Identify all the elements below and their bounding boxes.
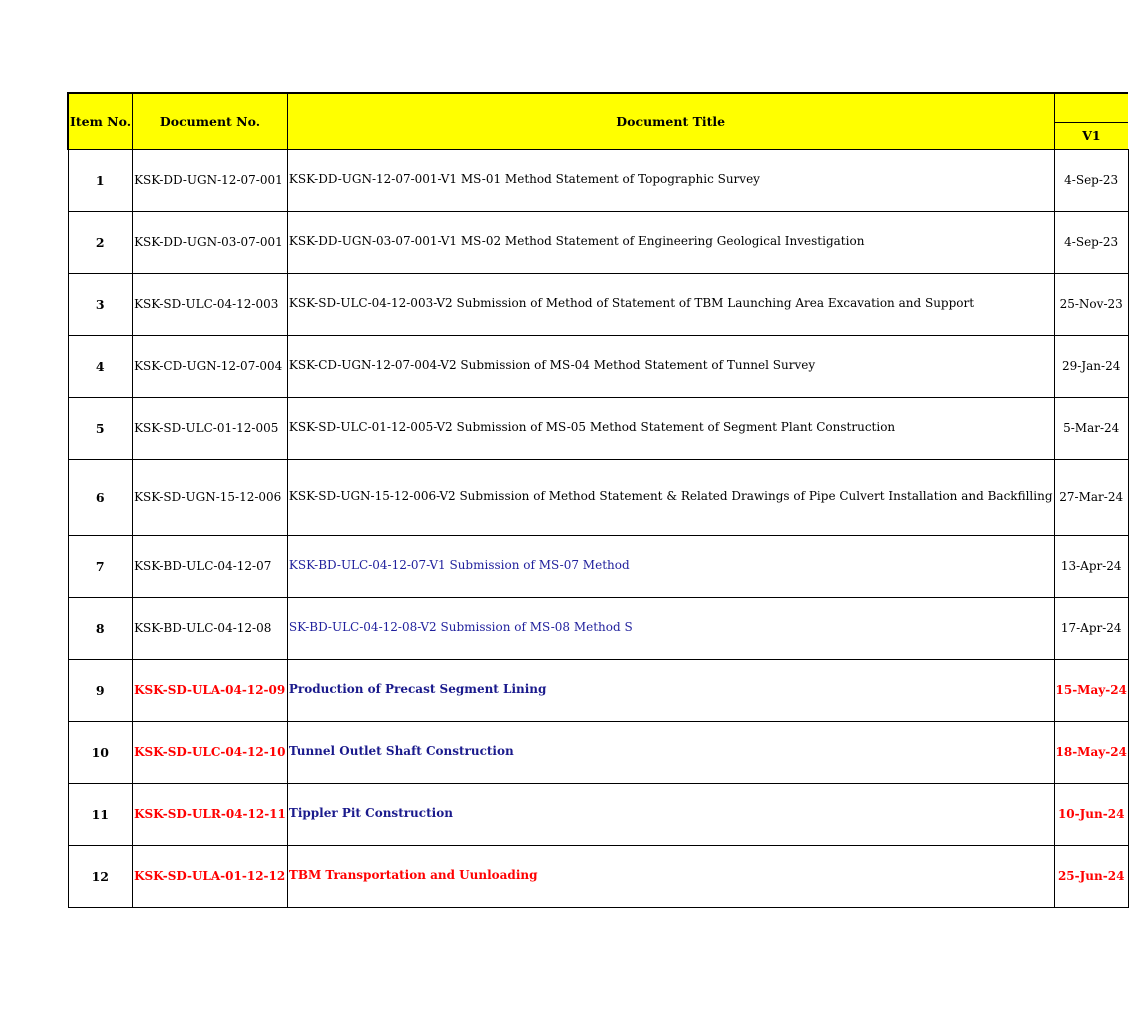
document-title-cell[interactable]: KSK-SD-UGN-15-12-006-V2 Submission of Method Statement & Related Drawings of Pipe Culvert Installation and Backfilling bbox=[287, 459, 1054, 535]
item-no-cell[interactable]: 1 bbox=[68, 149, 133, 211]
item-no-cell[interactable]: 7 bbox=[68, 535, 133, 597]
header-document-no[interactable]: Document No. bbox=[133, 93, 288, 149]
date-cell[interactable]: 13-Apr-24 bbox=[1054, 535, 1128, 597]
item-no-cell[interactable]: 6 bbox=[68, 459, 133, 535]
date-cell[interactable]: 4-Sep-23 bbox=[1054, 149, 1128, 211]
table-row bbox=[68, 659, 1128, 721]
table-row bbox=[68, 273, 1128, 335]
document-title-cell[interactable]: TBM Transportation and Uunloading bbox=[287, 845, 1054, 907]
date-cell[interactable]: 10-Jun-24 bbox=[1054, 783, 1128, 845]
date-cell[interactable]: 27-Mar-24 bbox=[1054, 459, 1128, 535]
date-cell[interactable]: 5-Mar-24 bbox=[1054, 397, 1128, 459]
document-title-cell[interactable]: Tippler Pit Construction bbox=[287, 783, 1054, 845]
table-row bbox=[68, 845, 1128, 907]
document-title-cell[interactable]: KSK-DD-UGN-03-07-001-V1 MS-02 Method Statement of Engineering Geological Investigation bbox=[287, 211, 1054, 273]
document-title-cell[interactable]: KSK-SD-ULC-04-12-003-V2 Submission of Method of Statement of TBM Launching Area Excavation and Support bbox=[287, 273, 1054, 335]
table-row bbox=[68, 335, 1128, 397]
document-register-table bbox=[67, 92, 1129, 908]
document-no-cell[interactable]: KSK-SD-ULC-04-12-003 bbox=[133, 273, 288, 335]
document-title-cell[interactable]: Production of Precast Segment Lining bbox=[287, 659, 1054, 721]
document-title-cell[interactable]: KSK-CD-UGN-12-07-004-V2 Submission of MS-04 Method Statement of Tunnel Survey bbox=[287, 335, 1054, 397]
table-row bbox=[68, 459, 1128, 535]
date-cell[interactable]: 25-Jun-24 bbox=[1054, 845, 1128, 907]
table-row bbox=[68, 783, 1128, 845]
item-no-cell[interactable]: 9 bbox=[68, 659, 133, 721]
item-no-cell[interactable]: 4 bbox=[68, 335, 133, 397]
document-no-cell[interactable]: KSK-BD-ULC-04-12-08 bbox=[133, 597, 288, 659]
document-no-cell[interactable]: KSK-BD-ULC-04-12-07 bbox=[133, 535, 288, 597]
table-header bbox=[68, 93, 1128, 149]
item-no-cell[interactable]: 8 bbox=[68, 597, 133, 659]
table-body bbox=[68, 149, 1128, 907]
document-no-cell[interactable]: KSK-SD-UGN-15-12-006 bbox=[133, 459, 288, 535]
date-cell[interactable]: 4-Sep-23 bbox=[1054, 211, 1128, 273]
document-title-cell[interactable]: SK-BD-ULC-04-12-08-V2 Submission of MS-08 Method S bbox=[287, 597, 1054, 659]
item-no-cell[interactable]: 10 bbox=[68, 721, 133, 783]
table-row bbox=[68, 149, 1128, 211]
document-title-cell[interactable]: KSK-BD-ULC-04-12-07-V1 Submission of MS-07 Method bbox=[287, 535, 1054, 597]
table-row bbox=[68, 721, 1128, 783]
document-no-cell[interactable]: KSK-SD-ULR-04-12-11 bbox=[133, 783, 288, 845]
header-version-v1[interactable]: V1 bbox=[1054, 122, 1128, 149]
item-no-cell[interactable]: 5 bbox=[68, 397, 133, 459]
item-no-cell[interactable]: 12 bbox=[68, 845, 133, 907]
document-no-cell[interactable]: KSK-SD-ULC-01-12-005 bbox=[133, 397, 288, 459]
date-cell[interactable]: 17-Apr-24 bbox=[1054, 597, 1128, 659]
document-title-cell[interactable]: KSK-DD-UGN-12-07-001-V1 MS-01 Method Statement of Topographic Survey bbox=[287, 149, 1054, 211]
table-row bbox=[68, 535, 1128, 597]
date-cell[interactable]: 18-May-24 bbox=[1054, 721, 1128, 783]
document-no-cell[interactable]: KSK-SD-ULC-04-12-10 bbox=[133, 721, 288, 783]
document-no-cell[interactable]: KSK-DD-UGN-12-07-001 bbox=[133, 149, 288, 211]
table-row bbox=[68, 211, 1128, 273]
header-item-no[interactable]: Item No. bbox=[68, 93, 133, 149]
table-row bbox=[68, 597, 1128, 659]
document-no-cell[interactable]: KSK-DD-UGN-03-07-001 bbox=[133, 211, 288, 273]
document-title-cell[interactable]: KSK-SD-ULC-01-12-005-V2 Submission of MS-05 Method Statement of Segment Plant Construction bbox=[287, 397, 1054, 459]
item-no-cell[interactable]: 3 bbox=[68, 273, 133, 335]
date-cell[interactable]: 15-May-24 bbox=[1054, 659, 1128, 721]
document-no-cell[interactable]: KSK-SD-ULA-04-12-09 bbox=[133, 659, 288, 721]
date-cell[interactable]: 29-Jan-24 bbox=[1054, 335, 1128, 397]
document-title-cell[interactable]: Tunnel Outlet Shaft Construction bbox=[287, 721, 1054, 783]
item-no-cell[interactable]: 11 bbox=[68, 783, 133, 845]
document-no-cell[interactable]: KSK-CD-UGN-12-07-004 bbox=[133, 335, 288, 397]
header-document-title[interactable]: Document Title bbox=[287, 93, 1054, 149]
item-no-cell[interactable]: 2 bbox=[68, 211, 133, 273]
header-version-group[interactable] bbox=[1054, 93, 1128, 122]
table-row bbox=[68, 397, 1128, 459]
document-no-cell[interactable]: KSK-SD-ULA-01-12-12 bbox=[133, 845, 288, 907]
date-cell[interactable]: 25-Nov-23 bbox=[1054, 273, 1128, 335]
